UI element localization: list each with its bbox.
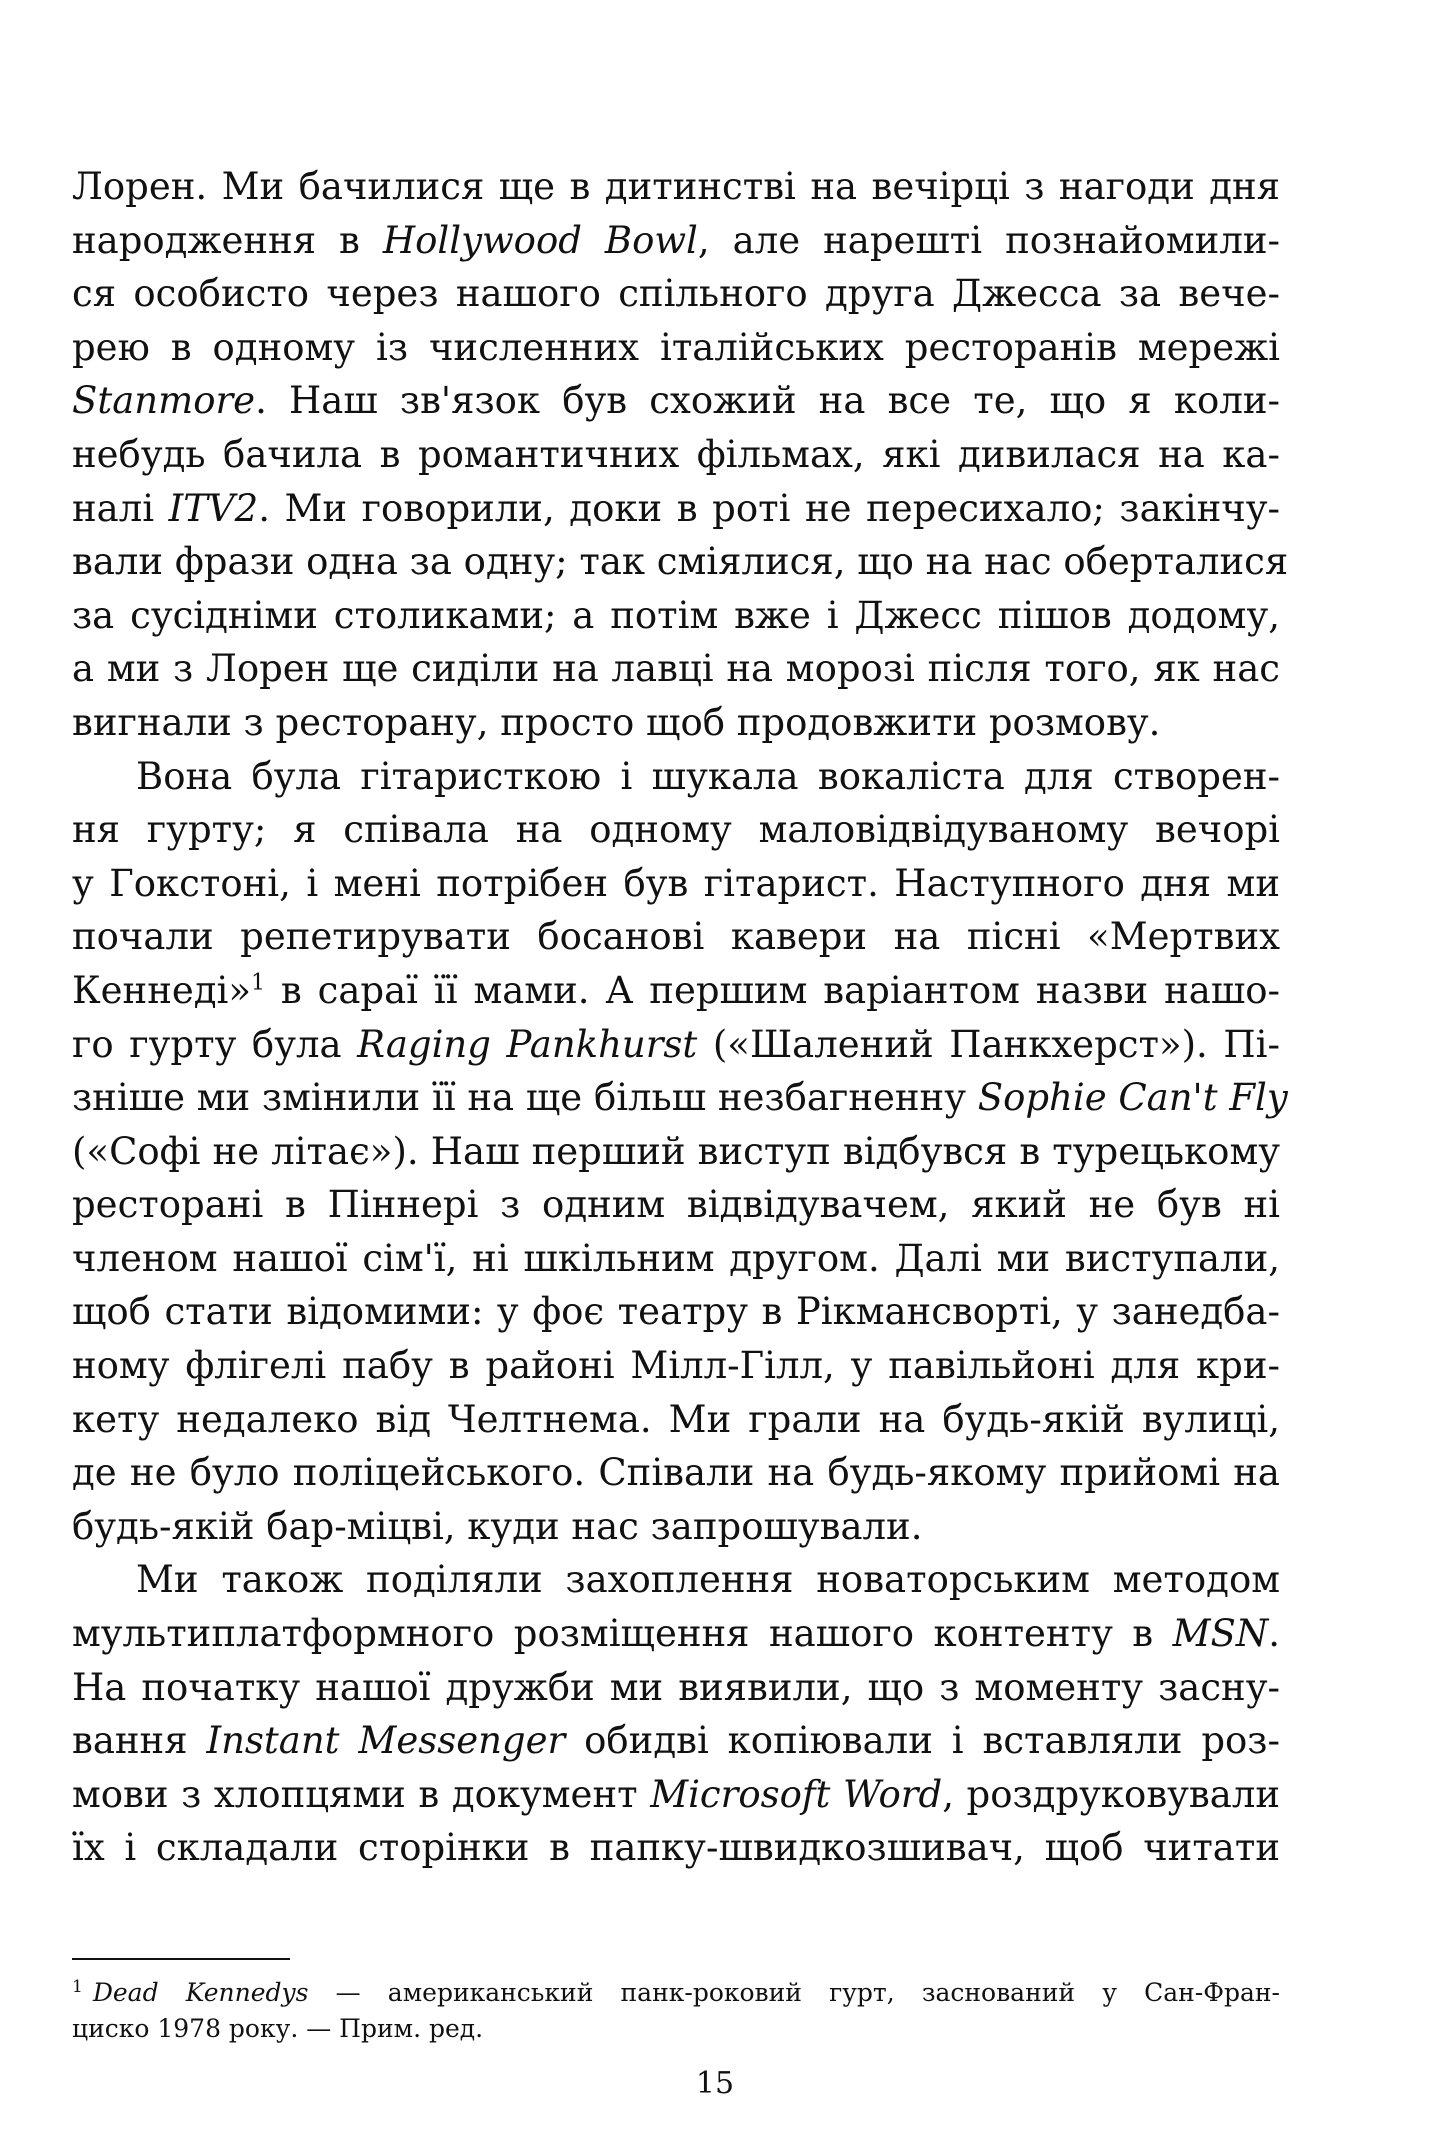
text-line: налі ITV2. Ми говорили, доки в роті не пересихало; закінчу- (72, 486, 1280, 530)
text-line: членом нашої сім'ї, ні шкільним другом. Далі ми виступали, (72, 1236, 1280, 1280)
text-line: небудь бачила в романтичних фільмах, які дивилася на ка- (72, 432, 1280, 476)
text-line: Stanmore. Наш зв'язок був схожий на все те, що я коли- (72, 379, 1280, 423)
text-line: рею в одному із численних італійських ресторанів мережі (72, 325, 1280, 369)
text-line: Ми також поділяли захоплення новаторським методом (136, 1558, 1280, 1602)
paragraph-2 (72, 750, 1288, 1554)
text-line: будь-якій бар-міцві, куди нас запрошували. (72, 1504, 923, 1548)
text-line: де не було поліцейського. Співали на будь-якому прийомі на (72, 1451, 1280, 1495)
text-line: а ми з Лорен ще сиділи на лавці на морозі після того, як нас (72, 647, 1280, 691)
text-line: вигнали з ресторану, просто щоб продовжити розмову. (72, 700, 1161, 744)
text-line: їх і складали сторінки в папку-швидкозшивач, щоб читати (72, 1826, 1280, 1870)
text-line: мови з хлопцями в документ Microsoft Word, роздруковували (72, 1772, 1280, 1816)
text-line: ному флігелі пабу в районі Мілл-Гілл, у павільйоні для кри- (72, 1344, 1280, 1388)
text-line: вання Instant Messenger обидві копіювали і вставляли роз- (72, 1719, 1280, 1763)
book-page-body (72, 160, 1289, 1875)
text-line: вали фрази одна за одну; так сміялися, що на нас оберталися (72, 540, 1289, 584)
text-line: щоб стати відомими: у фоє театру в Рікмансворті, у занедба- (72, 1290, 1280, 1334)
text-line: зніше ми змінили її на ще більш незбагненну Sophie Can't Fly (72, 1076, 1288, 1120)
footnote-marker: 1 (72, 1976, 83, 1997)
paragraph-1 (72, 160, 1289, 750)
footnote-separator (72, 1958, 290, 1960)
text-line: почали репетирувати босанові кавери на пісні «Мертвих (72, 915, 1280, 959)
text-line: за сусідніми столиками; а потім вже і Джесс пішов додому, (72, 593, 1280, 637)
text-line: мультиплатформного розміщення нашого контенту в MSN. (72, 1612, 1280, 1656)
text-line: Кеннеді»$^1$ в сараї її мами. А першим варіантом назви нашо- (72, 968, 1280, 1012)
text-line: у Гокстоні, і мені потрібен був гітарист. Наступного дня ми (72, 861, 1280, 905)
footnote-line: $^1$ Dead Kennedys — американський панк-роковий гурт, заснований у Сан-Фран- (72, 1976, 1280, 2007)
text-line: ся особисто через нашого спільного друга Джесса за вече- (72, 272, 1280, 316)
text-line: кету недалеко від Челтнема. Ми грали на будь-якій вулиці, (72, 1397, 1280, 1441)
footnote-line: циско 1978 року. — Прим. ред. (72, 2014, 484, 2043)
text-line: Вона була гітаристкою і шукала вокаліста для створен- (136, 754, 1280, 798)
paragraph-3 (72, 1553, 1280, 1875)
text-line: На початку нашої дружби ми виявили, що з моменту засну- (72, 1665, 1280, 1709)
footnote-reference: 1 (251, 970, 266, 996)
text-line: народження в Hollywood Bowl, але нарешті познайомили- (72, 218, 1280, 262)
text-line: ресторані в Піннері з одним відвідувачем, який не був ні (72, 1183, 1280, 1227)
footnote (72, 1975, 1280, 2047)
text-line: го гурту була Raging Pankhurst («Шалений Панкхерст»). Пі- (72, 1022, 1280, 1066)
page-number: 15 (695, 2066, 735, 2101)
text-line: («Софі не літає»). Наш перший виступ відбувся в турецькому (72, 1129, 1280, 1173)
text-line: ня гурту; я співала на одному маловідвідуваному вечорі (72, 808, 1280, 852)
text-line: Лорен. Ми бачилися ще в дитинстві на вечірці з нагоди дня (72, 165, 1280, 208)
